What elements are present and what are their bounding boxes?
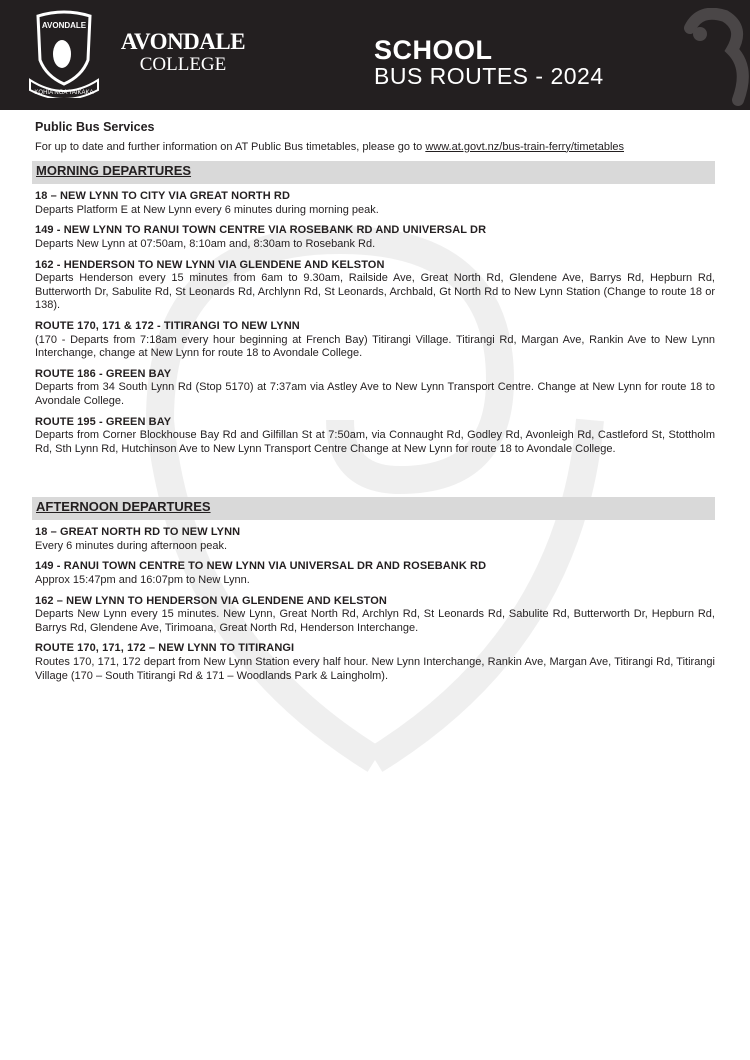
afternoon-departures-heading: AFTERNOON DEPARTURES: [32, 497, 715, 520]
morning-departures-heading: MORNING DEPARTURES: [32, 161, 715, 184]
college-crest-logo: [24, 10, 104, 98]
route-title: ROUTE 170, 171, 172 – NEW LYNN TO TITIRANGI: [35, 642, 295, 655]
college-name: [112, 30, 254, 76]
route-description: Routes 170, 171, 172 depart from New Lynn Station every half hour. New Lynn Interchange, Rankin Ave, Margan Ave, Titirangi Rd, Titirangi Village (170 – South Titirangi Rd & 171 – Woodlands Park & Laingholm).: [35, 656, 715, 682]
college-name-line2: COLLEGE: [139, 54, 227, 75]
route-block: [35, 526, 715, 553]
route-block: [35, 259, 715, 313]
route-description: (170 - Departs from 7:18am every hour beginning at French Bay) Titirangi Village. Titirangi Rd, Margan Ave, Rankin Ave to New Lynn Interchange, change at New Lynn for route 18 to Avondale College.: [35, 333, 715, 360]
college-name-line1: AVONDALE: [120, 29, 246, 54]
route-block: [35, 368, 715, 409]
route-block: [35, 416, 715, 457]
route-title: 162 – NEW LYNN TO HENDERSON VIA GLENDENE AND KELSTON: [35, 594, 387, 607]
svg-text:KOHIA NGA TAIKAKA: KOHIA NGA TAIKAKA: [34, 90, 94, 96]
title-line1: SCHOOL: [374, 35, 493, 65]
route-block: [35, 320, 715, 361]
route-description: Departs from 34 South Lynn Rd (Stop 5170) at 7:37am via Astley Ave to New Lynn Transport Centre. Change at New Lynn for route 18 to Avondale College.: [35, 381, 715, 407]
route-description: Approx 15:47pm and 16:07pm to New Lynn.: [35, 574, 250, 587]
title-line2: BUS ROUTES - 2024: [374, 63, 604, 89]
intro-heading: Public Bus Services: [35, 120, 155, 134]
document-title: [374, 36, 604, 88]
route-description: Departs Platform E at New Lynn every 6 minutes during morning peak.: [35, 203, 379, 216]
header-banner: [0, 0, 750, 110]
route-title: 18 – NEW LYNN TO CITY VIA GREAT NORTH RD: [35, 190, 290, 203]
route-block: [35, 560, 715, 587]
route-description: Departs from Corner Blockhouse Bay Rd and Gilfillan St at 7:50am, via Connaught Rd, Godley Rd, Avonleigh Rd, Castleford St, Stottholm Rd, Sth Lynn Rd, Hutchinson Ave to New Lynn Transport Centre Change at New Lynn for route 18 to Avondale College.: [35, 429, 715, 455]
route-title: ROUTE 170, 171 & 172 - TITIRANGI TO NEW LYNN: [35, 319, 300, 332]
route-title: ROUTE 195 - GREEN BAY: [35, 415, 172, 428]
route-block: [35, 642, 715, 683]
document-body: [35, 121, 715, 690]
timetables-link[interactable]: www.at.govt.nz/bus-train-ferry/timetables: [425, 140, 625, 153]
route-title: 149 - RANUI TOWN CENTRE TO NEW LYNN VIA UNIVERSAL DR AND ROSEBANK RD: [35, 560, 487, 573]
route-block: [35, 224, 715, 251]
route-title: ROUTE 186 - GREEN BAY: [35, 367, 172, 380]
route-title: 18 – GREAT NORTH RD TO NEW LYNN: [35, 526, 241, 539]
route-description: Every 6 minutes during afternoon peak.: [35, 539, 228, 552]
svg-text:AVONDALE: AVONDALE: [41, 21, 87, 30]
koru-decoration-icon: [670, 8, 750, 108]
route-description: Departs Henderson every 15 minutes from 6am to 9.30am, Railside Ave, Great North Rd, Glendene Ave, Barrys Rd, Hepburn Rd, Butterworth Dr, Sabulite Rd, St Leonards Rd, Archlynn Rd, St Leonards, Archbald, Gt North Rd to New Lynn Station (Change to route 18 or 138).: [35, 272, 715, 312]
intro-text-body: For up to date and further information on AT Public Bus timetables, please go to: [35, 140, 426, 153]
route-title: 162 - HENDERSON TO NEW LYNN VIA GLENDENE AND KELSTON: [35, 258, 385, 271]
route-block: [35, 190, 715, 217]
route-description: Departs New Lynn at 07:50am, 8:10am and, 8:30am to Rosebank Rd.: [35, 237, 376, 250]
route-description: Departs New Lynn every 15 minutes. New Lynn, Great North Rd, Archlyn Rd, St Leonards Rd, Sabulite Rd, Butterworth Dr, Hepburn Rd, Barrys Rd, Glendene Ave, Tirimoana, Great North Rd, Henderson Interchange.: [35, 608, 715, 634]
route-title: 149 - NEW LYNN TO RANUI TOWN CENTRE VIA ROSEBANK RD AND UNIVERSAL DR: [35, 224, 487, 237]
intro-text: [35, 141, 715, 155]
route-block: [35, 595, 715, 636]
